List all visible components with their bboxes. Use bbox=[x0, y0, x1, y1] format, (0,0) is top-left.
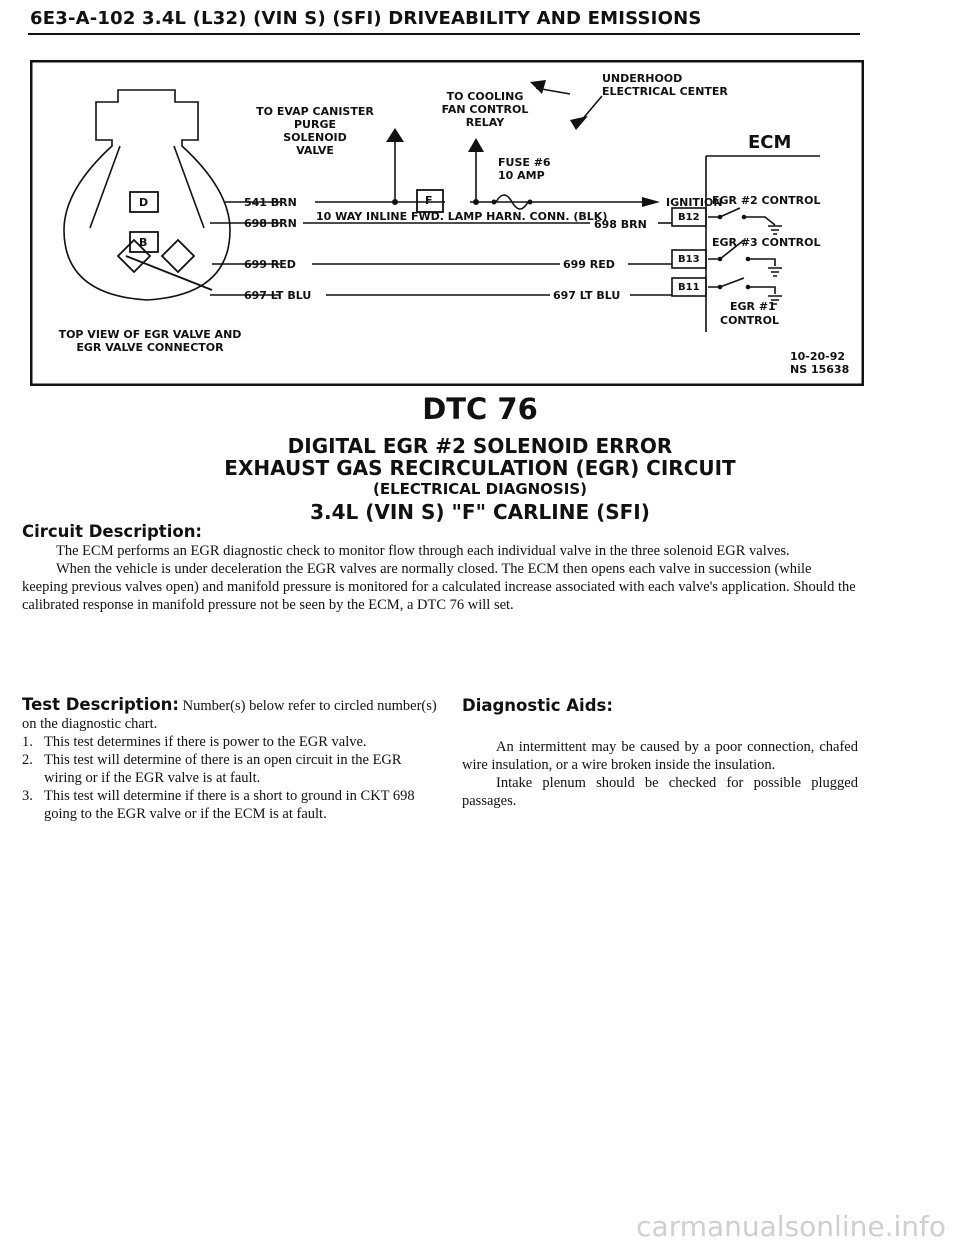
test-description bbox=[22, 696, 442, 823]
ignition-arrow bbox=[642, 197, 660, 207]
aids-paragraph: Intake plenum should be checked for possible plugged passages. bbox=[462, 775, 858, 809]
splice-2 bbox=[473, 199, 479, 205]
dtc-title: DTC 76 bbox=[422, 392, 538, 426]
connector-label: 10 WAY INLINE FWD. LAMP HARN. CONN. (BLK) bbox=[316, 210, 608, 223]
evap-label: TO EVAP CANISTER PURGE SOLENOID VALVE bbox=[256, 105, 374, 157]
wire-699-red-right: 699 RED bbox=[563, 258, 615, 271]
wire-698-brn: 698 BRN bbox=[244, 217, 297, 230]
circuit-description-body bbox=[22, 542, 858, 614]
circuit-paragraph: When the vehicle is under deceleration the EGR valves are normally closed. The ECM then opens each valve in succession (while keeping previous valves open) and manifold pressure is monitored for a calculated increase associated with each valve's application. Should the calibrated response in manifold pressure not be seen by the ECM, a DTC 76 will set. bbox=[22, 561, 856, 613]
underhood-label: UNDERHOOD ELECTRICAL CENTER bbox=[602, 72, 728, 98]
title-line-1: DIGITAL EGR #2 SOLENOID ERROR bbox=[287, 434, 673, 458]
diagnostic-aids-heading: Diagnostic Aids: bbox=[462, 696, 613, 715]
connector-pin-f: F bbox=[425, 194, 433, 207]
ecm-title: ECM bbox=[748, 132, 792, 153]
fuse-end-2 bbox=[528, 200, 533, 205]
fuse-label: FUSE #6 10 AMP bbox=[498, 156, 551, 182]
aids-paragraph: An intermittent may be caused by a poor connection, chafed wire insulation, or a wire broken inside the insulation. bbox=[462, 739, 858, 773]
test-item: 3. This test will determine if there is a short to ground in CKT 698 going to the EGR valve or if the ECM is at fault. bbox=[22, 788, 415, 822]
test-item: 2. This test will determine of there is an open circuit in the EGR wiring or if the EGR valve is at fault. bbox=[22, 752, 402, 786]
wire-541-brn: 541 BRN bbox=[244, 196, 297, 209]
wire-698-brn-right: 698 BRN bbox=[594, 218, 647, 231]
cooling-label: TO COOLING FAN CONTROL RELAY bbox=[441, 90, 529, 129]
wire-697-lt-blu-right: 697 LT BLU bbox=[553, 289, 621, 302]
ecm-pin-b11: B11 bbox=[678, 282, 700, 293]
evap-arrow bbox=[386, 128, 404, 142]
wire-699-red: 699 RED bbox=[244, 258, 296, 271]
fuse-end-1 bbox=[492, 200, 497, 205]
circuit-description-heading: Circuit Description: bbox=[22, 522, 203, 541]
wire-697-lt-blu: 697 LT BLU bbox=[244, 289, 312, 302]
test-description-intro: Number(s) below refer to circled number(s) on the diagnostic chart. bbox=[22, 698, 437, 732]
valve-pin-d: D bbox=[139, 196, 149, 209]
egr1-label: EGR #1 bbox=[730, 300, 776, 313]
page-header-title: 6E3-A-102 3.4L (L32) (VIN S) (SFI) DRIVEABILITY AND EMISSIONS bbox=[30, 8, 702, 29]
diagram-ref: 10-20-92 NS 15638 bbox=[790, 350, 850, 376]
wiring-diagram bbox=[30, 60, 864, 386]
diagnostic-aids-body bbox=[462, 738, 858, 810]
ecm-pin-b12: B12 bbox=[678, 212, 700, 223]
egr-valve-outline bbox=[64, 90, 230, 300]
title-line-4: 3.4L (VIN S) "F" CARLINE (SFI) bbox=[310, 500, 650, 524]
splice-1 bbox=[392, 199, 398, 205]
test-description-heading: Test Description: bbox=[22, 695, 180, 714]
circuit-paragraph: The ECM performs an EGR diagnostic check to monitor flow through each individual valve in the three solenoid EGR valves. bbox=[56, 543, 790, 559]
title-line-3: (ELECTRICAL DIAGNOSIS) bbox=[373, 480, 587, 498]
ecm-pin-b13: B13 bbox=[678, 254, 700, 265]
diagram-caption: TOP VIEW OF EGR VALVE AND EGR VALVE CONNECTOR bbox=[58, 328, 242, 354]
egr2-control-label: EGR #2 CONTROL bbox=[712, 194, 821, 207]
underhood-arrow-2 bbox=[570, 116, 588, 130]
valve-pin-b: B bbox=[139, 236, 148, 249]
title-line-2: EXHAUST GAS RECIRCULATION (EGR) CIRCUIT bbox=[224, 456, 736, 480]
egr3-control-label: EGR #3 CONTROL bbox=[712, 236, 821, 249]
header-rule bbox=[28, 33, 860, 35]
egr1-control-label: CONTROL bbox=[720, 314, 779, 327]
ignition-label: IGNITION bbox=[666, 196, 723, 209]
test-item: 1. This test determines if there is power to the EGR valve. bbox=[22, 734, 367, 750]
watermark: carmanualsonline.info bbox=[636, 1210, 946, 1243]
cooling-arrow bbox=[468, 138, 484, 152]
